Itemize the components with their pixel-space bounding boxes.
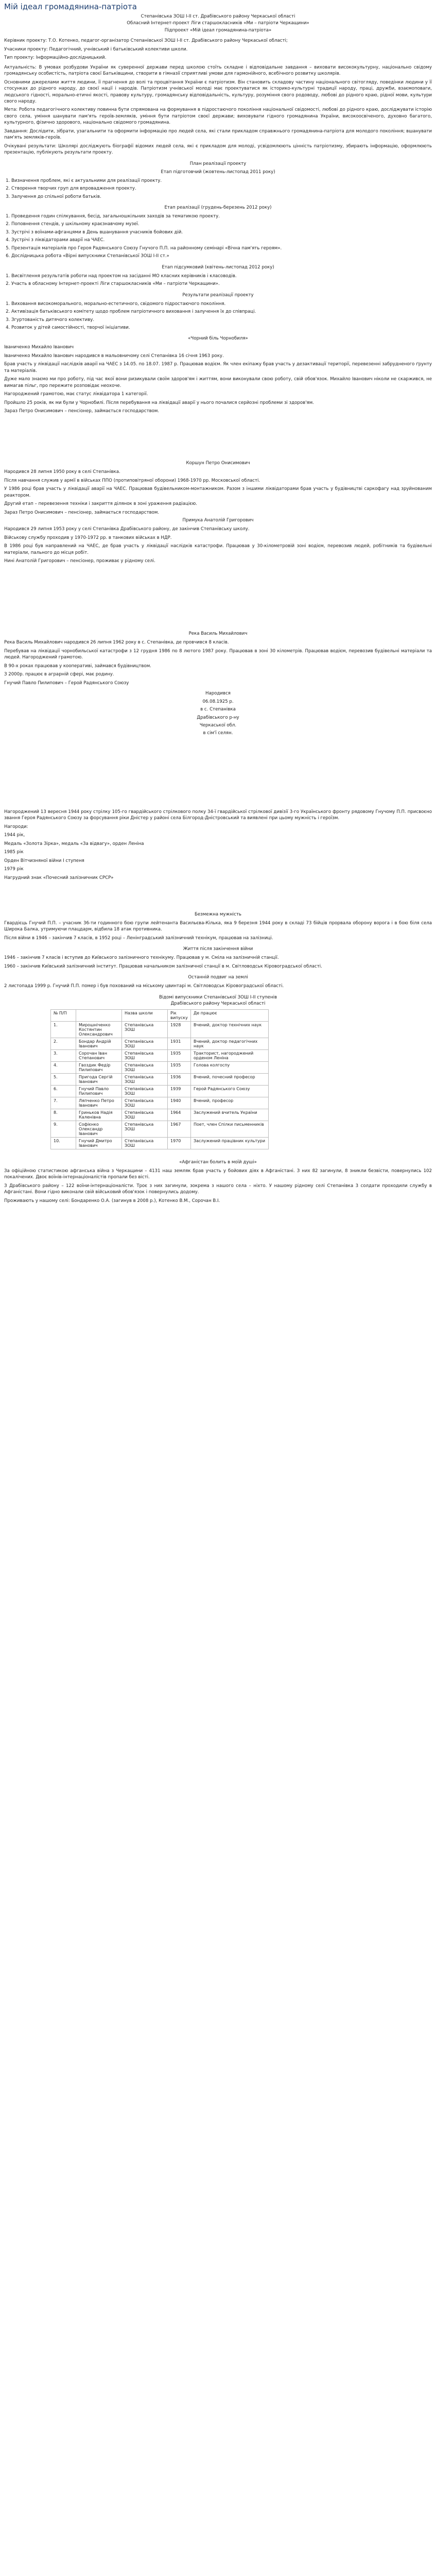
school-cell: Степанівська ЗОШ xyxy=(122,1038,168,1049)
occupation-cell: Герой Радянського Союзу xyxy=(191,1085,269,1097)
graduate-name-cell: Пригода Сергій Іванович xyxy=(76,1073,122,1085)
after-war-heading: Життя після закінчення війни xyxy=(183,946,253,952)
occupation-cell: Поет, член Спілки письменників xyxy=(191,1121,269,1137)
school-line: Степанівська ЗОШ І-ІІ ст. Драбівського району Черкаської області xyxy=(141,14,295,19)
table-row xyxy=(51,1061,269,1073)
graduates-table-body xyxy=(51,1021,269,1149)
table-row xyxy=(51,1049,269,1061)
body-paragraphs xyxy=(4,64,432,156)
hero-awards xyxy=(4,809,432,881)
project-leader: Керівник проекту: Т.О. Котенко, педагог-організатор Степанівської ЗОШ І-ІІ ст. Драбівського району Черкаської області; xyxy=(4,38,288,44)
stage2-list xyxy=(4,213,432,260)
table-header-row xyxy=(51,1009,269,1021)
stack-line: Черкаської обл. xyxy=(199,723,237,728)
table-row xyxy=(51,1038,269,1049)
paragraph: Пройшло 25 років, як ми були у Чорнобилі. Після перебування на ліквідації аварії у нього почалися серйозні проблеми зі здоров'ям. xyxy=(4,400,314,405)
list-item: 1. Виховання високоморального, морально-естетичного, свідомого підростаючого покоління. xyxy=(11,301,432,307)
graduate-name-cell: Гнучий Дмитро Іванович xyxy=(76,1137,122,1149)
year-cell: 1967 xyxy=(168,1121,191,1137)
paragraph: Народився 29 липня 1953 року у селі Степанівка Драбівського району, де закінчив Степанівську школу. xyxy=(4,527,250,532)
year-cell: 1935 xyxy=(168,1061,191,1073)
row-number-cell: 10. xyxy=(51,1137,76,1149)
paragraph: З Драбівського району – 122 воїни-інтернаціоналісти. Троє з них загинули, зокрема з нашого села – ніхто. У нашому рідному селі Степанівка 3 солдати проходили службу в Афганістані. Вони гідно виконали свій військовий обов'язок і повернулись додому. xyxy=(4,1183,432,1195)
primuka-heading: Примука Анатолій Григорович xyxy=(182,518,254,523)
intro-block xyxy=(4,38,432,61)
graduates-title: Відомі випускники Степанівської ЗОШ І-ІІ ступенів xyxy=(159,994,277,1000)
list-item: 3. Зустрічі з воїнами-афганцями в День вшанування учасників бойових дій. xyxy=(11,229,432,235)
page xyxy=(0,2,436,1216)
occupation-cell: Заслужений працівник культури xyxy=(191,1137,269,1149)
paragraph-relevance: Актуальність: В умовах розбудови України як суверенної держави перед школою стоїть складне і відповідальне завдання – виховати висококультурну, національно свідому громадянську особистість, патріота своєї Батьківщини, створити в гімназії сприятливі умови для гармонійного, всебічного розвитку школярів. xyxy=(4,64,432,77)
list-item: 5. Презентація матеріалів про Героя Радянського Союзу Гнучого П.П. на районному семінарі «Вічна пам'ять героям». xyxy=(11,245,432,251)
paragraph: Перебував на ліквідації чорнобильської катастрофи з 12 грудня 1986 по 8 лютого 1987 року. Працював в зоні 30 кілометрів. Працював водієм, перевозив будівельні матеріали та людей. Нагороджений грамотою. xyxy=(4,648,432,660)
list-item: 4. Зустрічі з ліквідаторами аварії на ЧАЕС. xyxy=(11,237,432,243)
school-cell: Степанівська ЗОШ xyxy=(122,1137,168,1149)
paragraph: Дуже мало знаємо ми про роботу, під час якої вони ризикували своїм здоров'ям і життям, вони виконували свою роботу, свій обов'язок. Михайло Іванович ніколи не скаржився, не вимагав пільг, про пережите розповідає неохоче. xyxy=(4,377,432,388)
paragraph-results: Очікувані результати: Школярі досліджують біографії відомих людей села, які є прикладом для молоді, усвідомлюють цінність патріотизму, збирають інформацію, оформлюють презентацію, публікують результати проекту. xyxy=(4,143,432,156)
graduates-subtitle: Драбівського району Черкаської області xyxy=(170,1001,266,1006)
results-list xyxy=(4,301,432,331)
chornobyl-person-name: Іваниченко Михайло Іванович xyxy=(4,345,74,350)
table-row xyxy=(51,1097,269,1109)
paragraph: 1946 – закінчив 7 класів і вступив до Київського залізничного технікуму. Працював у м. Сміла на залізничній станції. xyxy=(4,955,279,961)
paragraph: Проживають у нашому селі: Бондаренко О.А. (загинув в 2008 р.), Котенко В.М., Сорочан В.І. xyxy=(4,1198,220,1204)
stage1-list xyxy=(4,178,432,200)
stage3-list xyxy=(4,273,432,287)
row-number-cell: 8. xyxy=(51,1109,76,1121)
paragraph: Брав участь у ліквідації наслідків аварії на ЧАЕС з 14.05. по 18.07. 1987 р. Працював водієм. Як член екіпажу брав участь у дезактивації території, перевезенні забрудненого ґрунту та матеріалів. xyxy=(4,362,432,374)
paragraph: 1985 рік xyxy=(4,850,24,855)
column-header: Назва школи xyxy=(122,1009,168,1021)
column-header: Рік випуску xyxy=(168,1009,191,1021)
chornobyl-section xyxy=(4,353,432,415)
list-item: 1. Висвітлення результатів роботи над проектом на засіданні МО класних керівників і класоводів. xyxy=(11,273,432,279)
school-cell: Степанівська ЗОШ xyxy=(122,1073,168,1085)
paragraph-goal: Мета: Робота педагогічного колективу повинна бути спрямована на формування в підростаючого покоління національної свідомості, любові до рідного краю, досліджувати історію свого села, уміння шанувати пам'ять героїв-земляків, уміння бути патріотом своєї держави; виховувати гідного громадянина України, високоосвіченого, духовно багатого, культурного, фізично здорового, національно свідомого громадянина. xyxy=(4,107,432,126)
stack-line: в сім'ї селян. xyxy=(203,731,233,736)
school-cell: Степанівська ЗОШ xyxy=(122,1049,168,1061)
stage2-title: Етап реалізації (грудень-березень 2012 року) xyxy=(164,205,272,210)
graduate-name-cell: Ляпченко Петро Іванович xyxy=(76,1097,122,1109)
row-number-cell: 3. xyxy=(51,1049,76,1061)
graduate-name-cell: Мирошніченко Костянтин Олександрович xyxy=(76,1021,122,1038)
graduate-name-cell: Софієнко Олександр Іванович xyxy=(76,1121,122,1137)
paragraph: Гвардієць Гнучий П.П. – учасник 36-ти годинного бою групи лейтенанта Васильєва-Кілька, яка 9 березня 1944 року в складі 73 бійців прорвала оборону ворога і в бою біля села Широка Балка, утримуючи плацдарм, відбила 18 атак противника. xyxy=(4,920,432,933)
paragraph: У 1986 році брав участь у ліквідації аварії на ЧАЕС. Працював будівельником-монтажником. Разом з іншими ліквідаторами брав участь у будівництві саркофагу над зруйнованим реактором. xyxy=(4,486,432,498)
list-item: 1. Визначення проблем, які є актуальними для реалізації проекту. xyxy=(11,178,432,184)
year-cell: 1936 xyxy=(168,1073,191,1085)
reka-section xyxy=(4,639,432,677)
list-item: 2. Активізація батьківського комітету щодо проблем патріотичного виховання і залучення їх до співпраці. xyxy=(11,309,432,315)
row-number-cell: 5. xyxy=(51,1073,76,1085)
paragraph: 2 листопада 1999 р. Гнучий П.П. помер і був похований на міському цвинтарі м. Світловодськ Кіровоградської області. xyxy=(4,984,284,989)
list-item: 3. Залучення до спільної роботи батьків. xyxy=(11,194,432,200)
stack-line: в с. Степанівка xyxy=(200,707,236,713)
table-row xyxy=(51,1137,269,1149)
row-number-cell: 6. xyxy=(51,1085,76,1097)
occupation-cell: Вчений, доктор технічних наук xyxy=(191,1021,269,1038)
paragraph: Зараз Петро Онисимович – пенсіонер, займається господарством. xyxy=(4,510,160,515)
korshun-section xyxy=(4,469,432,516)
paragraph: Река Василь Михайлович народився 26 липня 1962 року в с. Степанівка, де провчився 8 класів. xyxy=(4,640,229,646)
occupation-cell: Вчений, доктор педагогічних наук xyxy=(191,1038,269,1049)
list-item: 2. Поповнення стендів, у шкільному краєзнавчому музеї. xyxy=(11,221,432,227)
graduate-name-cell: Гнучий Павло Пилипович xyxy=(76,1085,122,1097)
column-header xyxy=(76,1009,122,1021)
plan-title: План реалізації проекту xyxy=(189,161,247,166)
subproject-line: Підпроект «Мій ідеал громадянина-патріота» xyxy=(164,27,272,33)
paragraph: Іваниченко Михайло Іванович народився в мальовничому селі Степанівка 16 січня 1963 року. xyxy=(4,353,224,359)
school-cell: Степанівська ЗОШ xyxy=(122,1061,168,1073)
paragraph: Військову службу проходив у 1970-1972 рр. в танкових військах в НДР. xyxy=(4,535,172,540)
stage3-title: Етап підсумковий (квітень-листопад 2012 року) xyxy=(162,264,274,270)
paragraph: 1960 – закінчив Київський залізничний інститут. Працював начальником залізничної станції в м. Світловодськ Кіровоградської області. xyxy=(4,963,322,969)
row-number-cell: 4. xyxy=(51,1061,76,1073)
occupation-cell: Заслужений вчитель України xyxy=(191,1109,269,1121)
year-cell: 1939 xyxy=(168,1085,191,1097)
row-number-cell: 9. xyxy=(51,1121,76,1137)
table-row xyxy=(51,1109,269,1121)
table-row xyxy=(51,1121,269,1137)
courage-heading: Безмежна мужність xyxy=(195,911,241,917)
table-row xyxy=(51,1073,269,1085)
table-row xyxy=(51,1085,269,1097)
row-number-cell: 1. xyxy=(51,1021,76,1038)
primuka-section xyxy=(4,526,432,564)
year-cell: 1931 xyxy=(168,1038,191,1049)
paragraph: За офіційною статистикою афганська війна з Черкащини – 4131 наш земляк брав участь у бойових діях в Афганістані. З них 82 загинули, 8 зникли безвісти, повернулись 102 покалічених. Двоє воїнів-інтернаціоналістів пропали без вісті. xyxy=(4,1168,432,1180)
paragraph: З 2000р. працює в аграрній сфері, має родину. xyxy=(4,672,114,677)
page-title: Мій ідеал громадянина-патріота xyxy=(4,2,137,11)
paragraph: Зараз Петро Онисимович – пенсіонер, займається господарством. xyxy=(4,409,160,414)
year-cell: 1935 xyxy=(168,1049,191,1061)
paragraph: Після навчання служив у армії в військах ППО (протиповітряної оборони) 1968-1970 рр. Московської області. xyxy=(4,478,260,483)
column-header: Де працює xyxy=(191,1009,269,1021)
graduates-table xyxy=(50,1009,269,1149)
stack-line: Народився xyxy=(205,691,231,697)
hero-birth-info xyxy=(4,690,432,737)
project-type: Тип проекту: Інформаційно-дослідницький. xyxy=(4,55,107,61)
afghan-heading: «Афганістан болить в моїй душі» xyxy=(179,1159,257,1165)
paragraph: Другий етап – перевезення техніки і закриття ділянок в зоні ураження радіацією. xyxy=(4,501,197,507)
hero-intro: Гнучий Павло Пилипович – Герой Радянського Союзу xyxy=(4,680,129,686)
paragraph: Нині Анатолій Григорович – пенсіонер, проживає у рідному селі. xyxy=(4,558,155,564)
year-cell: 1940 xyxy=(168,1097,191,1109)
list-item: 1. Проведення годин спілкування, бесід, загальношкільних заходів за тематикою проекту. xyxy=(11,213,432,219)
list-item: 2. Створення творчих груп для впровадження проекту. xyxy=(11,185,432,192)
school-cell: Степанівська ЗОШ xyxy=(122,1021,168,1038)
row-number-cell: 7. xyxy=(51,1097,76,1109)
year-cell: 1964 xyxy=(168,1109,191,1121)
reka-heading: Река Василь Михайлович xyxy=(188,631,248,637)
row-number-cell: 2. xyxy=(51,1038,76,1049)
paragraph: Медаль «Золота Зірка», медаль «За відвагу», орден Леніна xyxy=(4,841,144,846)
occupation-cell: Тракторист, нагороджений орденом Леніна xyxy=(191,1049,269,1061)
paragraph: Орден Вітчизняної війни I ступеня xyxy=(4,858,84,863)
paragraph: Нагрудний знак «Почесний залізничник СРСР» xyxy=(4,875,114,880)
paragraph-tasks: Завдання: Дослідити, зібрати, узагальнити та оформити інформацію про людей села, які стали прикладом справжнього громадянина-патріота для молодого покоління; вшанувати пам'ять земляків-героїв. xyxy=(4,128,432,141)
paragraph-patriotism: Основними джерелами життя людини, її прагнення до волі та процвітання України є патріотизм. Він становить складову частину національного світогляду, поведінки людини у її стосунках до рідного народу, до своєї нації і народів. Патріотизм учнівської молоді має проектуватися як історико-культурні традиції народу, праці, дружби, взаємоповаги, людського гідності, морально-етичні якості, правову культуру, громадянську відповідальність, культуру, розуміння свого родоводу, любові до рідного краю, рідної мови, культури свого народу. xyxy=(4,79,432,104)
paragraph: Народився 28 липня 1950 року в селі Степанівка. xyxy=(4,469,120,475)
table-row xyxy=(51,1021,269,1038)
results-title: Результати реалізації проекту xyxy=(182,292,254,298)
project-participants: Учасники проекту: Педагогічний, учнівський і батьківський колективи школи. xyxy=(4,46,188,52)
graduate-name-cell: Сорочан Іван Степанович xyxy=(76,1049,122,1061)
occupation-cell: Голова колгоспу xyxy=(191,1061,269,1073)
year-cell: 1970 xyxy=(168,1137,191,1149)
occupation-cell: Вчений, професор xyxy=(191,1097,269,1109)
paragraph: 1944 рік, xyxy=(4,833,25,838)
school-cell: Степанівська ЗОШ xyxy=(122,1109,168,1121)
graduate-name-cell: Гвоздик Федір Пилипович xyxy=(76,1061,122,1073)
paragraph: 1979 рік xyxy=(4,867,24,872)
graduate-name-cell: Гриньков Надія Каленівна xyxy=(76,1109,122,1121)
column-header: № П/П xyxy=(51,1009,76,1021)
stack-line: Драбівського р-ну xyxy=(197,715,239,720)
document-header xyxy=(4,13,432,33)
list-item: 6. Дослідницька робота «Вірні випускники Степанівської ЗОШ І-ІІ ст.» xyxy=(11,253,432,259)
list-item: 4. Розвиток у дітей самостійності, творчої ініціативи. xyxy=(11,325,432,331)
graduate-name-cell: Бондар Андрій Іванович xyxy=(76,1038,122,1049)
paragraph: Нагороди: xyxy=(4,824,28,829)
project-line: Обласний Інтернет-проект Ліги старшокласників «Ми – патріоти Черкащини» xyxy=(127,21,309,26)
paragraph: В 1986 році був направлений на ЧАЕС, де брав участь у ліквідації наслідків катастрофи. Працював у 30-кілометровій зоні водієм, перевозив людей, робітників та будівельні матеріали, пального до місця робіт. xyxy=(4,544,432,555)
last-deed-heading: Останній подвиг на землі xyxy=(188,975,248,980)
paragraph: Після війни в 1946 – закінчив 7 класів, в 1952 році – Ленінградський залізничний технікум, працював на залізниці. xyxy=(4,935,273,941)
paragraph: В 90-х роках працював у кооперативі, займався будівництвом. xyxy=(4,663,151,669)
school-cell: Степанівська ЗОШ xyxy=(122,1085,168,1097)
occupation-cell: Вчений, почесний професор xyxy=(191,1073,269,1085)
korshun-heading: Коршун Петро Онисимович xyxy=(186,461,250,466)
school-cell: Степанівська ЗОШ xyxy=(122,1097,168,1109)
school-cell: Степанівська ЗОШ xyxy=(122,1121,168,1137)
stage1-title: Етап підготовчий (жовтень-листопад 2011 року) xyxy=(161,169,275,175)
paragraph: Нагороджений грамотою, має статус ліквідатора 1 категорії. xyxy=(4,392,148,397)
stack-line: 06.08.1925 р. xyxy=(202,699,234,704)
list-item: 3. Згуртованість дитячого колективу. xyxy=(11,317,432,323)
year-cell: 1928 xyxy=(168,1021,191,1038)
chornobyl-heading: «Чорний біль Чорнобиля» xyxy=(188,336,248,342)
list-item: 2. Участь в обласному Інтернет-проекті Ліги старшокласників «Ми – патріоти Черкащини». xyxy=(11,281,432,287)
paragraph: Нагороджений 13 вересня 1944 року стрілку 105-го гвардійського стрілкового полку 34-ї гвардійської стрілкової дивізії 3-го Українського фронту рядовому Гнучому П.П. присвоєно звання Героя Радянського Союзу за форсування ріки Дністер у районі села Білгород-Дністровський та виявлені при цьому мужність і героїзм. xyxy=(4,809,432,821)
